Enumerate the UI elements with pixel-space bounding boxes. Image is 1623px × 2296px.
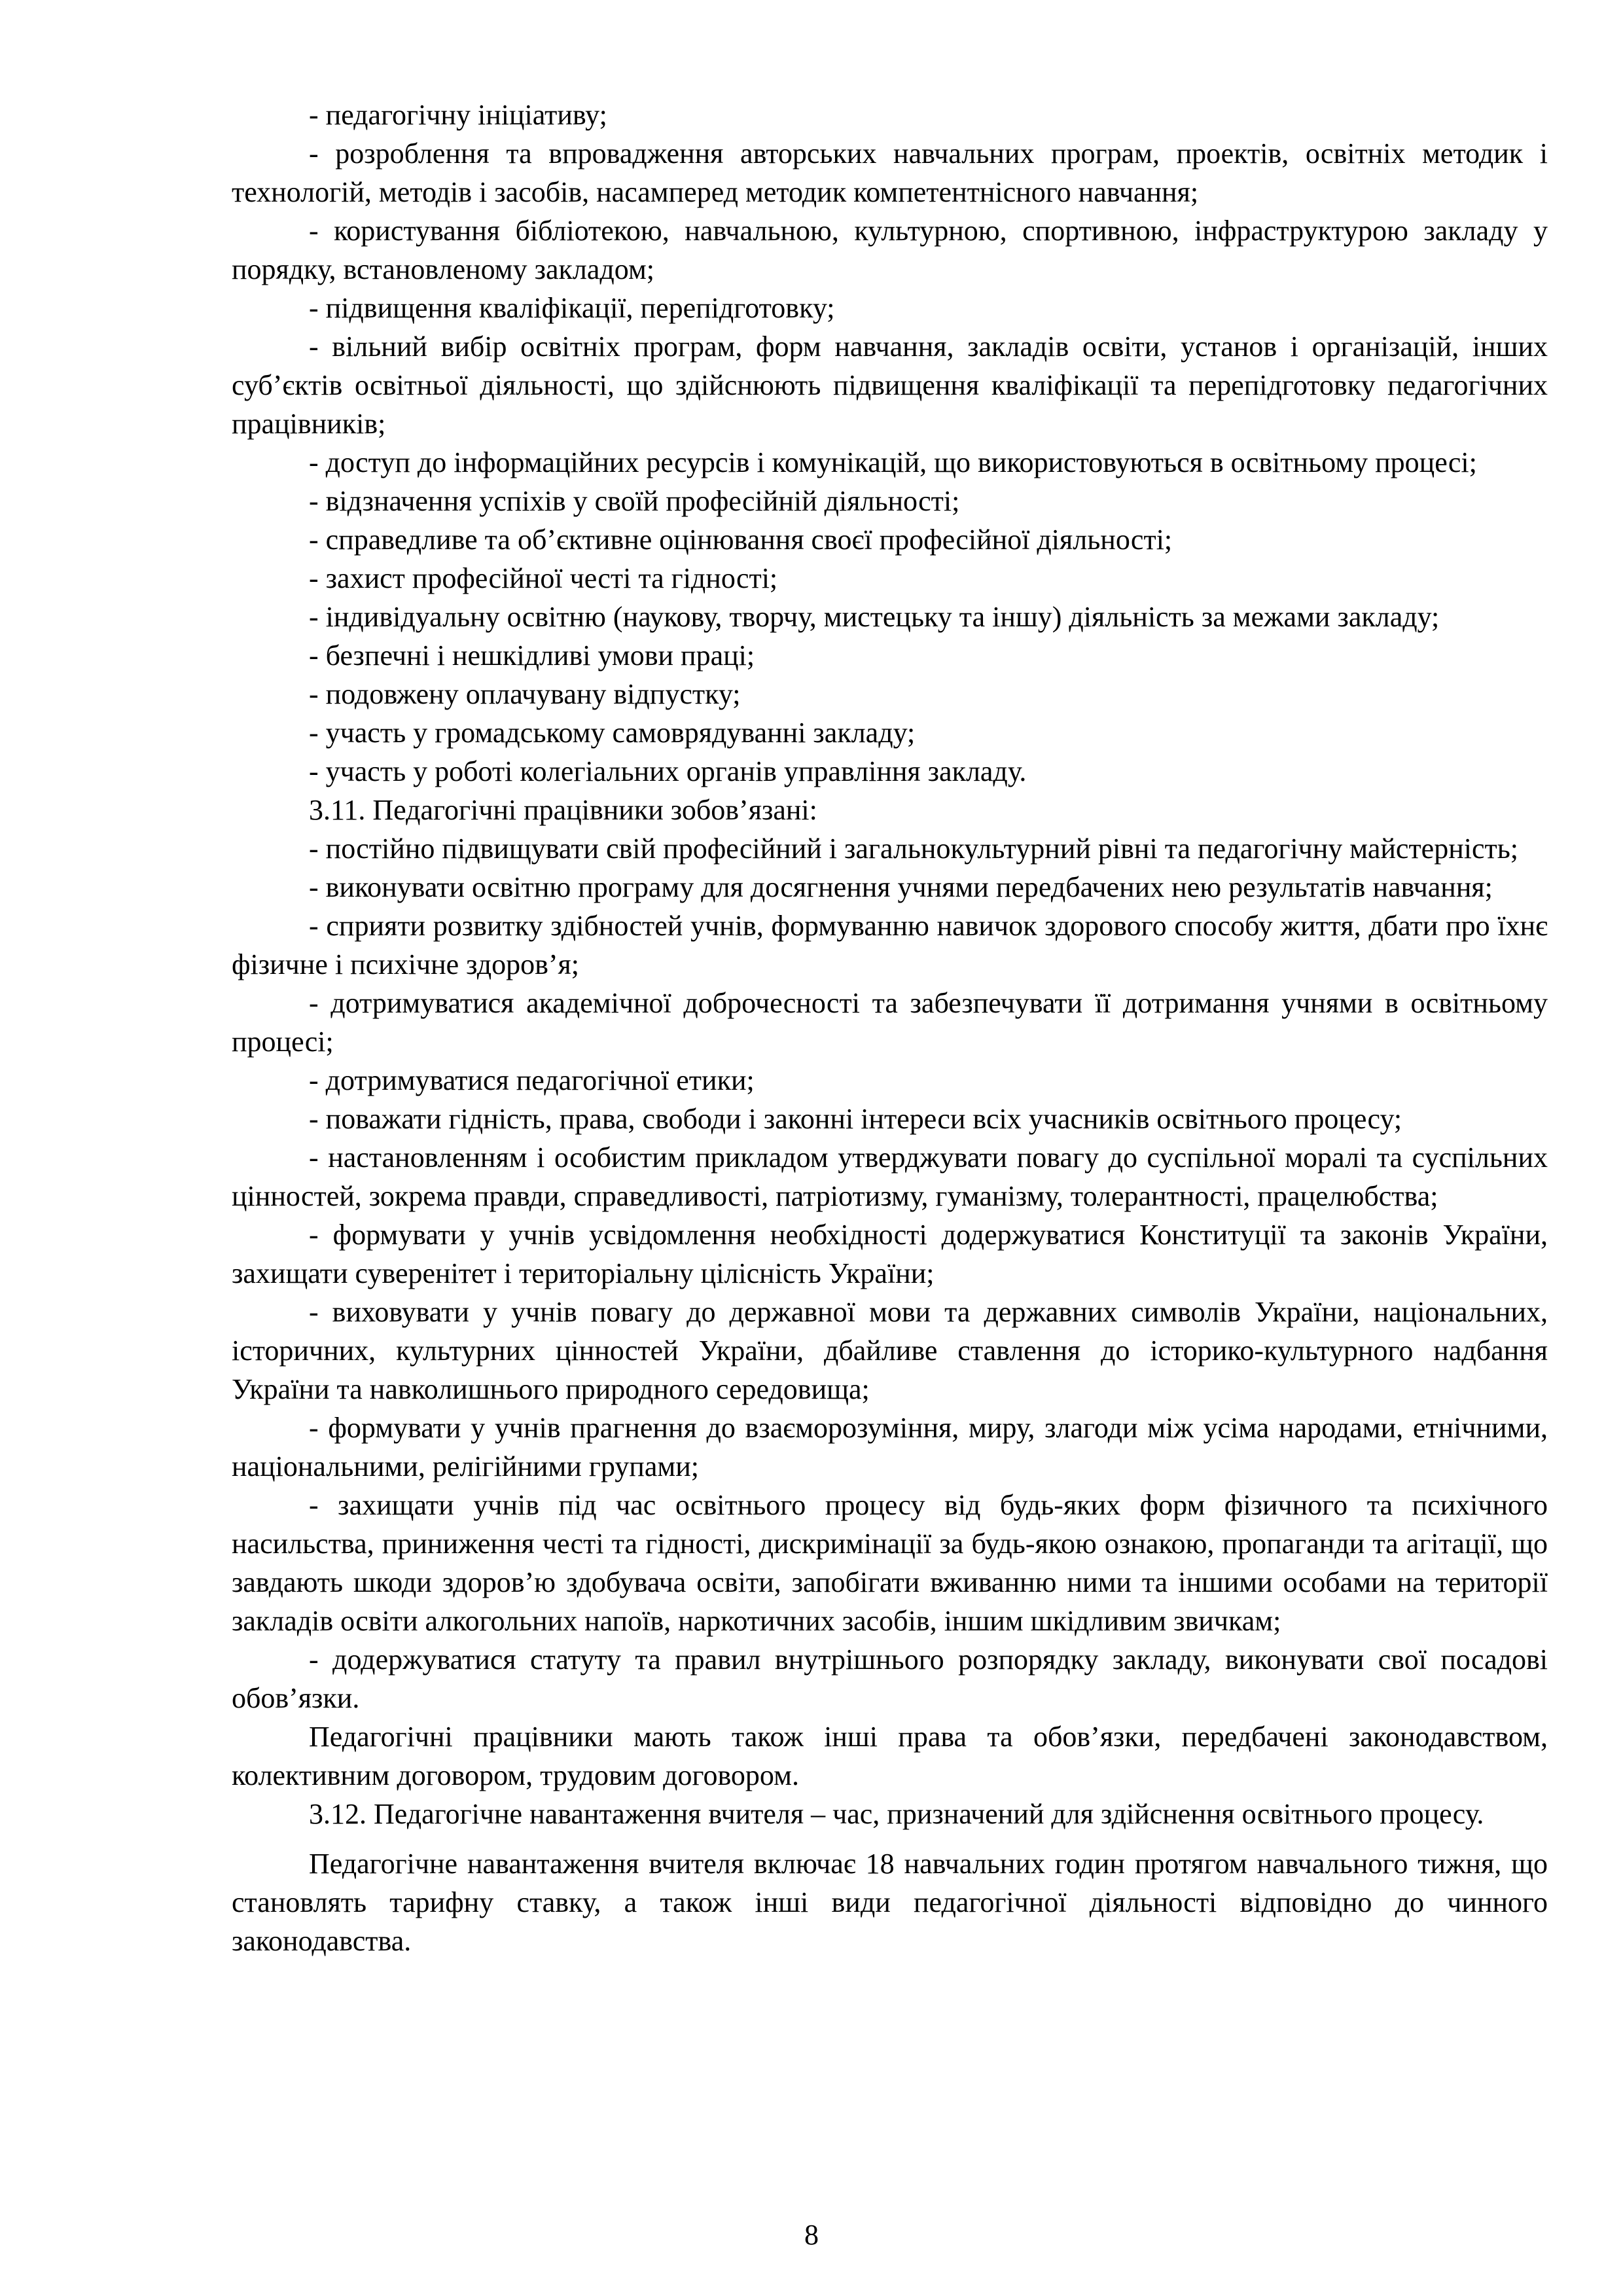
list-item: - виховувати у учнів повагу до державної мови та державних символів України, національних, історичних, культурних цінностей України, дбайливе ставлення до історико-культурного надбання України та навколишнього природного середовища; [232,1296,1548,1405]
list-item: - вільний вибір освітніх програм, форм навчання, закладів освіти, установ і організацій, інших суб’єктів освітньої діяльності, що здійснюють підвищення кваліфікації та перепідготовку педагогічних працівників; [232,331,1548,440]
list-item: - сприяти розвитку здібностей учнів, формуванню навичок здорового способу життя, дбати про їхнє фізичне і психічне здоров’я; [232,910,1548,980]
list-item: - виконувати освітню програму для досягнення учнями передбачених нею результатів навчання; [309,871,1493,903]
list-item: - справедливе та об’єктивне оцінювання своєї професійної діяльності; [309,524,1173,556]
list-item: - настановленням і особистим прикладом утверджувати повагу до суспільної моралі та суспільних цінностей, зокрема правди, справедливості, патріотизму, гуманізму, толерантності, працелюбства; [232,1141,1548,1212]
list-item: - формувати у учнів усвідомлення необхідності додержуватися Конституції та законів України, захищати суверенітет і територіальну цілісність України; [232,1219,1548,1289]
list-item: - дотримуватися академічної доброчесності та забезпечувати її дотримання учнями в освітньому процесі; [232,987,1548,1058]
list-item: - педагогічну ініціативу; [309,99,607,131]
list-item: - підвищення кваліфікації, перепідготовку; [309,292,835,324]
list-item: - індивідуальну освітню (наукову, творчу, мистецьку та іншу) діяльність за межами закладу; [309,601,1440,633]
list-item: - захист професійної честі та гідності; [309,562,778,594]
list-item: - користування бібліотекою, навчальною, культурною, спортивною, інфраструктурою закладу у порядку, встановленому закладом; [232,215,1548,285]
list-item: - доступ до інформаційних ресурсів і комунікацій, що використовуються в освітньому процесі; [309,446,1477,478]
list-item: - розроблення та впровадження авторських навчальних програм, проектів, освітніх методик і технологій, методів і засобів, насамперед методик компетентнісного навчання; [232,137,1548,208]
document-body [232,96,1548,1960]
list-item: - формувати у учнів прагнення до взаєморозуміння, миру, злагоди між усіма народами, етнічними, національними, релігійними групами; [232,1412,1548,1482]
page-number: 8 [804,2219,819,2251]
list-item: - дотримуватися педагогічної етики; [309,1064,755,1096]
list-item: - захищати учнів під час освітнього процесу від будь-яких форм фізичного та психічного насильства, приниження честі та гідності, дискримінації за будь-якою ознакою, пропаганди та агітації, що завдають шкоди здоров’ю здобувача освіти, запобігати вживанню ними та іншими особами на території закладів освіти алкогольних напоїв, наркотичних засобів, іншим шкідливим звичкам; [232,1489,1548,1637]
section-heading-3-11: 3.11. Педагогічні працівники зобов’язані: [309,794,817,826]
list-item: - відзначення успіхів у своїй професійній діяльності; [309,485,960,517]
list-item: - участь у громадському самоврядуванні закладу; [309,717,916,749]
paragraph: Педагогічне навантаження вчителя включає 18 навчальних годин протягом навчального тижня, що становлять тарифну ставку, а також інші види педагогічної діяльності відповідно до чинного законодавства. [232,1848,1548,1957]
list-item: - безпечні і нешкідливі умови праці; [309,639,755,672]
list-item: - постійно підвищувати свій професійний і загальнокультурний рівні та педагогічну майстерність; [309,833,1519,865]
list-item: - подовжену оплачувану відпустку; [309,678,741,710]
list-item: - поважати гідність, права, свободи і законні інтереси всіх учасників освітнього процесу; [309,1103,1402,1135]
paragraph: Педагогічні працівники мають також інші права та обов’язки, передбачені законодавством, колективним договором, трудовим договором. [232,1721,1548,1791]
section-heading-3-12: 3.12. Педагогічне навантаження вчителя – час, призначений для здійснення освітнього процесу. [309,1798,1484,1830]
list-item: - участь у роботі колегіальних органів управління закладу. [309,755,1027,787]
list-item: - додержуватися статуту та правил внутрішнього розпорядку закладу, виконувати свої посадові обов’язки. [232,1643,1548,1714]
